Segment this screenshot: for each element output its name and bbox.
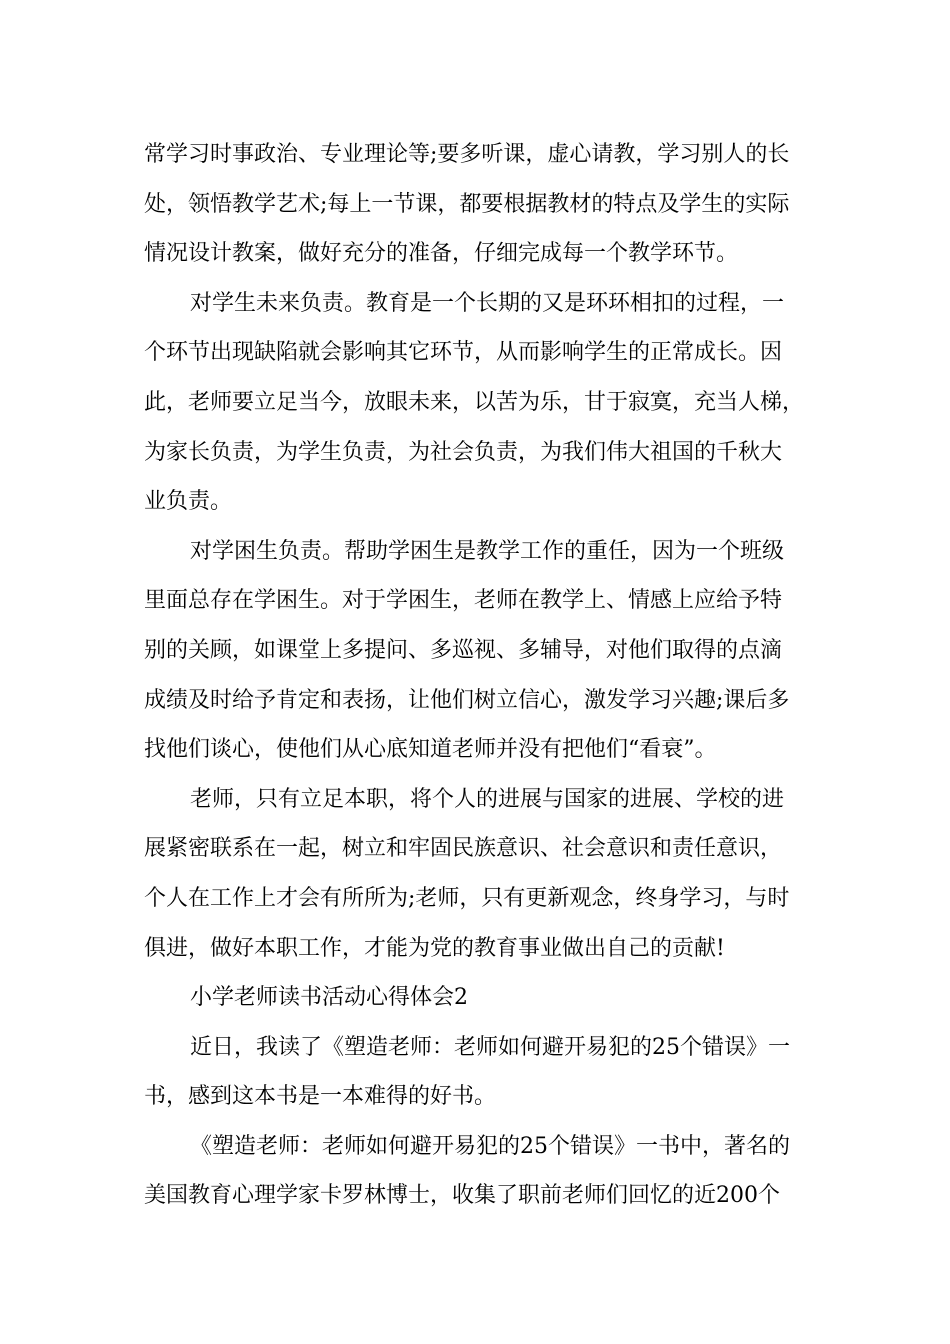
text-line: 小学老师读书活动心得体会2 [190,985,468,1011]
text-line: 《塑造老师：老师如何避开易犯的25个错误》一书中，著名的 [190,1133,790,1159]
text-line: 情况设计教案，做好充分的准备，仔细完成每一个教学环节。 [144,241,739,267]
text-line: 处，领悟教学艺术;每上一节课，都要根据教材的特点及学生的实际 [144,191,790,217]
text-line: 展紧密联系在一起，树立和牢固民族意识、社会意识和责任意识， [144,836,783,862]
text-line: 对学困生负责。帮助学困生是教学工作的重任，因为一个班级 [190,538,785,564]
text-line: 美国教育心理学家卡罗林博士，收集了职前老师们回忆的近200个 [144,1183,780,1209]
text-line: 此，老师要立足当今，放眼未来，以苦为乐，甘于寂寞，充当人梯， [144,389,805,415]
text-line: 里面总存在学困生。对于学困生，老师在教学上、情感上应给予特 [144,588,783,614]
text-line: 个人在工作上才会有所所为;老师，只有更新观念，终身学习，与时 [144,885,790,911]
text-line: 书，感到这本书是一本难得的好书。 [144,1084,497,1110]
text-line: 常学习时事政治、专业理论等;要多听课，虚心请教，学习别人的长 [144,142,790,167]
text-line: 为家长负责，为学生负责，为社会负责，为我们伟大祖国的千秋大 [144,439,783,465]
text-line: 找他们谈心，使他们从心底知道老师并没有把他们“看衰”。 [144,737,717,763]
text-line: 老师，只有立足本职，将个人的进展与国家的进展、学校的进 [190,786,785,812]
text-line: 个环节出现缺陷就会影响其它环节，从而影响学生的正常成长。因 [144,340,783,366]
text-line: 成绩及时给予肯定和表扬，让他们树立信心，激发学习兴趣;课后多 [144,687,790,713]
text-line: 别的关顾，如课堂上多提问、多巡视、多辅导，对他们取得的点滴 [144,637,783,663]
document-body [144,130,808,1221]
text-line: 俱进，做好本职工作，才能为党的教育事业做出自己的贡献! [144,935,725,961]
text-line: 对学生未来负责。教育是一个长期的又是环环相扣的过程，一 [190,290,785,316]
text-line: 近日，我读了《塑造老师：老师如何避开易犯的25个错误》一 [190,1034,790,1060]
text-line: 业负责。 [144,489,233,515]
